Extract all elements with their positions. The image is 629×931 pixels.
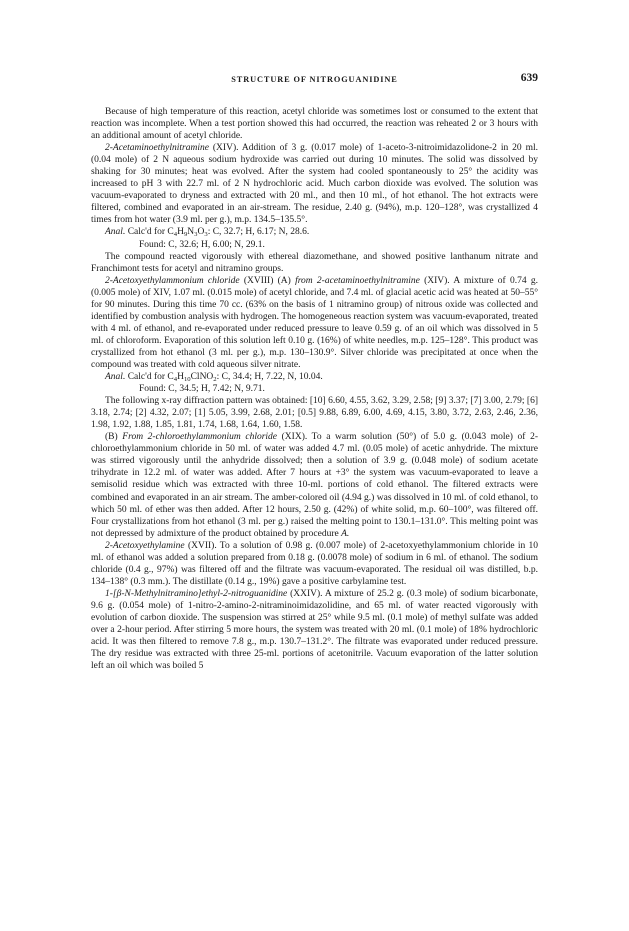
page-header (91, 74, 538, 88)
article-body (91, 106, 538, 672)
paragraph-diazomethane: The compound reacted vigorously with ethereal diazomethane, and showed positive lanthanum nitrate and Franchimont tests for acetyl and nitramino groups. (91, 251, 538, 274)
paragraph-acetoxyethylammonium-b: (B) From 2-chloroethylammonium chloride (XIX). To a warm solution (50°) of 5.0 g. (0.043 mole) of 2-chloroethylammonium chloride in 50 ml. of water was added 4.7 ml. (0.05 mole) of acetic anhydride. The mixture was stirred vigorously until the anhydride dissolved; then a solution of 3.9 g. (0.048 mole) of sodium acetate trihydrate in 12.2 ml. of water was added. After 7 hours at +3° the system was vacuum-evaporated to leave a semisolid residue which was extracted with three 10-ml. portions of cold ethanol. The filtered extracts were combined and evaporated in an air stream. The amber-colored oil (4.94 g.) was dissolved in 10 ml. of cold ethanol, to which 50 ml. of ether was then added. After 12 hours, 2.50 g. (42%) of white solid, m.p. 60–100°, was filtered off. Four crystallizations from hot ethanol (3 ml. per g.) raised the melting point to 130.1–131.0°. This melting point was not depressed by admixture of the product obtained by procedure A. (91, 432, 538, 539)
compound-heading: From 2-chloroethylammonium chloride (122, 432, 278, 443)
page-number: 639 (520, 72, 538, 84)
analysis-calculated: Anal. Calc'd for $C_4H_9N_3O_3$: C, 32.7; H, 6.17; N, 28.6. (105, 227, 310, 239)
compound-heading: 2-Acetoxyethylamine (105, 540, 185, 551)
procedure-text: (XXIV). A mixture of 25.2 g. (0.3 mole) of sodium bicarbonate, 9.6 g. (0.054 mole) of 1-nitro-2-amino-2-nitraminoimidazolidine, and 65 ml. of water reacted vigorously with evolution of carbon dioxide. The suspension was stirred at 25° while 9.5 ml. (0.1 mole) of methyl sulfate was added over a 2-hour period. After stirring 5 more hours, the system was treated with 20 ml. (0.1 mole) of 18% hydrochloric acid. It was then filtered to remove 7.8 g., m.p. 130.7–131.2°. The filtrate was evaporated under reduced pressure. The dry residue was extracted with three 25-ml. portions of acetonitrile. Vacuum evaporation of the latter solution left an oil which was boiled 5 (91, 588, 538, 672)
analysis-found: Found: C, 34.5; H, 7.42; N, 9.71. (139, 384, 265, 395)
compound-heading: 2-Acetoxyethylammonium chloride (105, 275, 240, 286)
analysis-label: Anal. (105, 372, 126, 383)
compound-heading: 2-Acetaminoethylnitramine (105, 143, 209, 154)
analysis-found: Found: C, 32.6; H, 6.00; N, 29.1. (139, 239, 265, 250)
analysis-label: Anal. (105, 227, 126, 238)
procedure-text: (XIV). Addition of 3 g. (0.017 mole) of 1-aceto-3-nitroimidazolidone-2 in 20 ml. (0.04 mole) of 2 N aqueous sodium hydroxide was carried out during 10 minutes. The solid was dissolved by shaking for 30 minutes; heat was evolved. After the system had cooled spontaneously to 25° the acidity was increased to pH 3 with 22.7 ml. of 2 N hydrochloric acid. Much carbon dioxide was evolved. The solution was vacuum-evaporated to dryness and extracted with 20 ml., and then 10 ml., of hot ethanol. The hot extracts were filtered, combined and evaporated in an air-stream. The residue, 2.40 g. (94%), m.p. 120–128°, was crystallized 4 times from hot water (3.9 ml. per g.), m.p. 134.5–135.5°. (91, 143, 538, 226)
procedure-source: from 2-acetaminoethylnitramine (295, 275, 420, 286)
paragraph-reaction-note: Because of high temperature of this reaction, acetyl chloride was sometimes lost or consumed to the extent that reaction was incomplete. When a test portion showed this had occurred, the reaction was reheated 2 or 3 hours with an additional amount of acetyl chloride. (91, 107, 538, 142)
compound-heading: 1-[β-N-Methylnitramino]ethyl-2-nitroguanidine (105, 588, 288, 599)
procedure-text: (XVII). To a solution of 0.98 g. (0.007 mole) of 2-acetoxyethylammonium chloride in 10 ml. of ethanol was added a solution prepared from 0.18 g. (0.0078 mole) of sodium in 6 ml. of ethanol. The sodium chloride (0.4 g., 97%) was filtered off and the filtrate was vacuum-evaporated. The residual oil was distilled, b.p. 134–138° (0.3 mm.). The distillate (0.14 g., 19%) gave a positive carbylamine test. (91, 540, 538, 587)
running-head: STRUCTURE OF NITROGUANIDINE (231, 75, 398, 84)
analysis-calculated: Anal. Calc'd for $C_4H_{10}ClNO_2$: C, 34.4; H, 7.22, N, 10.04. (105, 372, 323, 384)
procedure-text: (XIV). A mixture of 0.74 g. (0.005 mole) of XIV, 1.07 ml. (0.015 mole) of acetyl chloride, and 7.4 ml. of glacial acetic acid was heated at 50–55° for 90 minutes. During this time 70 cc. (63% on the basis of 1 nitramino group) of nitrous oxide was collected and identified by combustion analysis with hydrogen. The homogeneous reaction system was vacuum-evaporated, treated with 4 ml. of ethanol, and re-evaporated under reduced pressure to leave 0.59 g. of an oil which was dissolved in 5 ml. of chloroform. Evaporation of this solution left 0.10 g. (16%) of white needles, m.p. 125–128°. This product was crystallized from hot ethanol (3 ml. per g.), m.p. 130–130.9°. Silver chloride was precipitated at once when the compound was treated with cold aqueous silver nitrate. (91, 275, 538, 370)
paragraph-methylnitramino-nitroguanidine (91, 588, 538, 672)
paragraph-acetoxyethylammonium-a: 2-Acetoxyethylammonium chloride (XVIII) (A) from 2-acetaminoethylnitramine (XIV). A mixture of 0.74 g. (0.005 mole) of XIV, 1.07 ml. (0.015 mole) of acetyl chloride, and 7.4 ml. of glacial acetic acid was heated at 50–55° for 90 minutes. During this time 70 cc. (63% on the basis of 1 nitramino group) of nitrous oxide was collected and identified by combustion analysis with hydrogen. The homogeneous reaction system was vacuum-evaporated, treated with 4 ml. of ethanol, and re-evaporated under reduced pressure to leave 0.59 g. of an oil which was dissolved in 5 ml. of chloroform. Evaporation of this solution left 0.10 g. (16%) of white needles, m.p. 125–128°. This product was crystallized from hot ethanol (3 ml. per g.), m.p. 130–130.9°. Silver chloride was precipitated at once when the compound was treated with cold aqueous silver nitrate. (91, 275, 538, 370)
paragraph-acetoxyethylamine (91, 540, 538, 588)
paragraph-acetaminoethylnitramine (91, 142, 538, 226)
paragraph-xray-pattern: The following x-ray diffraction pattern was obtained: [10] 6.60, 4.55, 3.62, 3.29, 2.58; [9] 3.37; [7] 3.00, 2.79; [6] 3.18, 2.74; [2] 4.32, 2.07; [1] 5.05, 3.99, 2.68, 2.01; [0.5] 9.88, 6.89, 6.00, 4.69, 4.15, 3.80, 3.72, 2.63, 2.46, 2.36, 1.98, 1.92, 1.88, 1.85, 1.81, 1.74, 1.68, 1.64, 1.60, 1.58. (91, 396, 538, 431)
procedure-text: (XIX). To a warm solution (50°) of 5.0 g. (0.043 mole) of 2-chloroethylammonium chloride in 50 ml. of water was added 4.7 ml. (0.05 mole) of acetic anhydride. The mixture was stirred vigorously until the anhydride dissolved; then a solution of 3.9 g. (0.048 mole) of sodium acetate trihydrate in 12.2 ml. of water was added. After 7 hours at +3° the system was vacuum-evaporated to leave a semisolid residue which was extracted with three 10-ml. portions of cold ethanol. The filtered extracts were combined and evaporated in an air stream. The amber-colored oil (4.94 g.) was dissolved in 10 ml. of cold ethanol, to which 50 ml. of ether was then added. After 12 hours, 2.50 g. (42%) of white solid, m.p. 60–100°, was filtered off. Four crystallizations from hot ethanol (3 ml. per g.) raised the melting point to 130.1–131.0°. This melting point was not depressed by admixture of the product obtained by procedure (91, 432, 538, 539)
